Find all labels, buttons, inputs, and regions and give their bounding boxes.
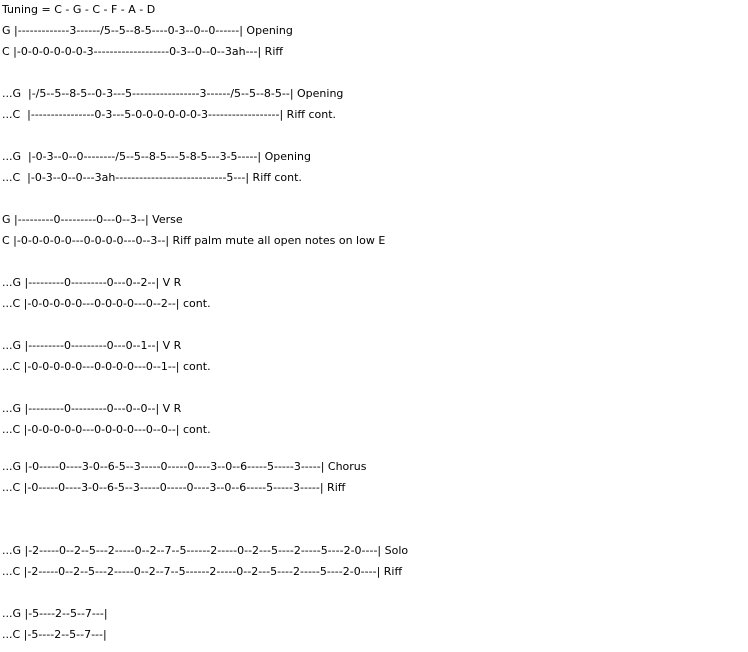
tab-line-c: C |-0-0-0-0-0---0-0-0-0---0--3--| Riff palm mute all open notes on low E: [2, 234, 386, 247]
tab-line-g: ...G |---------0---------0---0--1--| V R: [2, 339, 182, 352]
tab-line-c: C |-0-0-0-0-0-0-3-------------------0-3--0--0--3ah---| Riff: [2, 45, 283, 58]
tab-document: [2, 0, 746, 652]
tab-line-g: ...G |-0-----0----3-0--6-5--3-----0-----0----3--0--6-----5-----3-----| Chorus: [2, 460, 367, 473]
tab-line-c: ...C |-2-----0--2--5---2-----0--2--7--5------2-----0--2---5----2-----5----2-0----| Riff: [2, 565, 403, 578]
tuning-line: Tuning = C - G - C - F - A - D: [2, 3, 156, 16]
tab-line-g: G |-------------3------/5--5--8-5----0-3--0--0------| Opening: [2, 24, 293, 37]
tab-line-c: ...C |-0-3--0--0---3ah----------------------------5---| Riff cont.: [2, 171, 302, 184]
tab-line-g: G |---------0---------0---0--3--| Verse: [2, 213, 183, 226]
tab-line-g: ...G |-/5--5--8-5--0-3---5-----------------3------/5--5--8-5--| Opening: [2, 87, 344, 100]
tab-line-c: ...C |-0-----0----3-0--6-5--3-----0-----0----3--0--6-----5-----3-----| Riff: [2, 481, 346, 494]
tab-line-g: ...G |-2-----0--2--5---2-----0--2--7--5------2-----0--2---5----2-----5----2-0----| Solo: [2, 544, 409, 557]
tab-line-g: ...G |---------0---------0---0--0--| V R: [2, 402, 182, 415]
tab-line-g: ...G |-0-3--0--0--------/5--5--8-5---5-8-5---3-5-----| Opening: [2, 150, 311, 163]
tab-line-c: ...C |----------------0-3---5-0-0-0-0-0-0-3------------------| Riff cont.: [2, 108, 337, 121]
tab-line-c: ...C |-0-0-0-0-0---0-0-0-0---0--2--| cont.: [2, 297, 211, 310]
tab-line-g: ...G |---------0---------0---0--2--| V R: [2, 276, 182, 289]
tab-line-c: ...C |-0-0-0-0-0---0-0-0-0---0--1--| cont.: [2, 360, 211, 373]
tab-line-c: ...C |-5----2--5--7---|: [2, 628, 107, 641]
tab-line-c: ...C |-0-0-0-0-0---0-0-0-0---0--0--| cont.: [2, 423, 211, 436]
tab-line-g: ...G |-5----2--5--7---|: [2, 607, 108, 620]
